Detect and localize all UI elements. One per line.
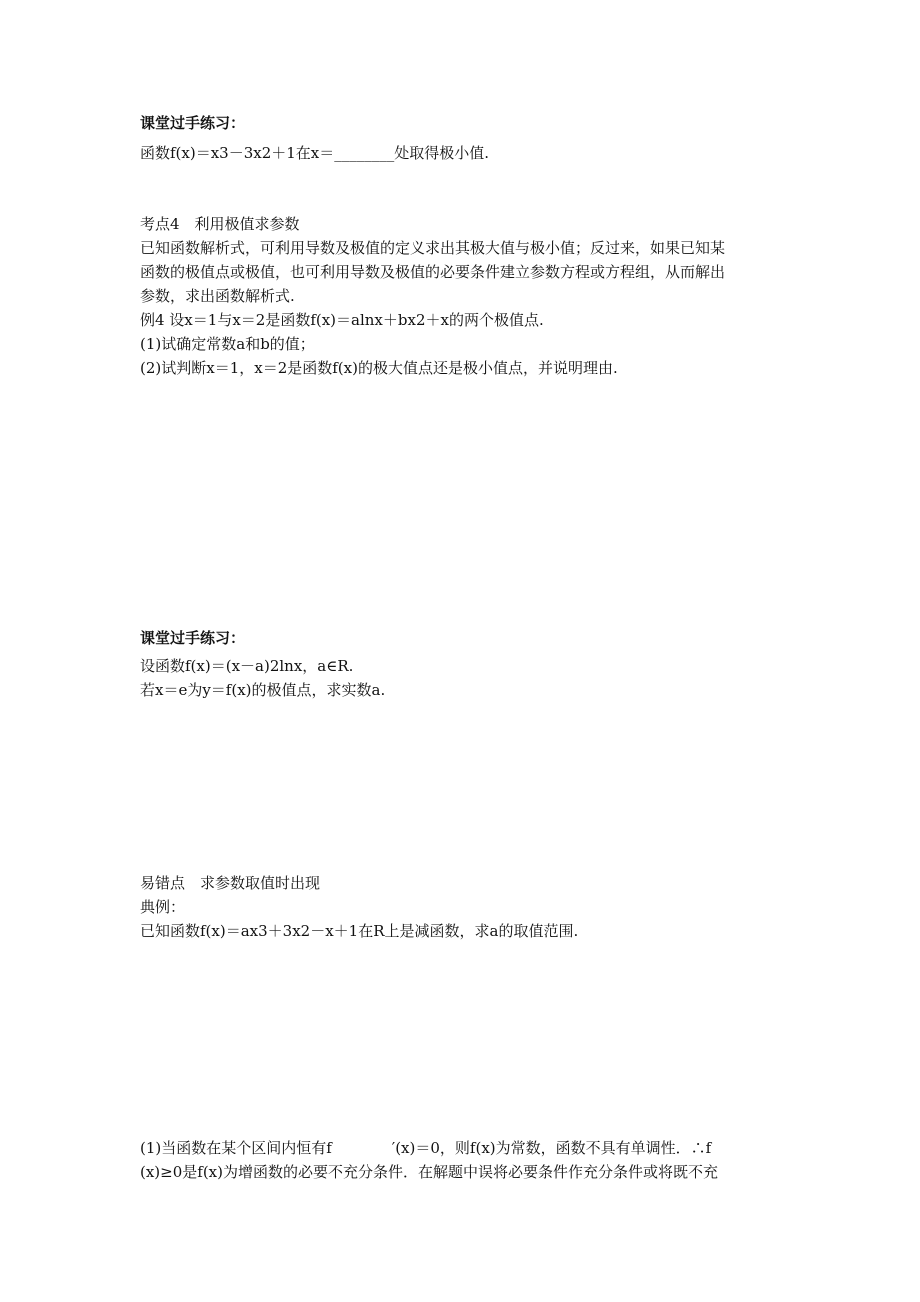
example4-statement: 例4 设x＝1与x＝2是函数f(x)＝alnx＋bx2＋x的两个极值点.	[140, 311, 544, 329]
notes-line-1: (1)当函数在某个区间内恒有f ′(x)＝0，则f(x)为常数，函数不具有单调性．∴f	[140, 1139, 712, 1157]
practice-heading-2: 课堂过手练习：	[140, 629, 246, 647]
example4-part1: (1)试确定常数a和b的值；	[140, 335, 315, 353]
topic4-body-line-3: 参数，求出函数解析式.	[140, 287, 295, 305]
practice-problem-2-line-1: 设函数f(x)＝(x－a)2lnx，a∈R.	[140, 657, 354, 675]
practice-heading-1: 课堂过手练习：	[140, 114, 246, 132]
topic4-body-line-2: 函数的极值点或极值，也可利用导数及极值的必要条件建立参数方程或方程组，从而解出	[140, 263, 726, 281]
topic4-body-line-1: 已知函数解析式，可利用导数及极值的定义求出其极大值与极小值；反过来，如果已知某	[140, 239, 726, 257]
practice-problem-2-line-2: 若x＝e为y＝f(x)的极值点，求实数a.	[140, 681, 386, 699]
pitfall-example-label: 典例：	[140, 898, 186, 916]
topic4-title: 考点4 利用极值求参数	[140, 215, 300, 233]
pitfall-title: 易错点 求参数取值时出现	[140, 874, 321, 892]
practice-problem-1: 函数f(x)＝x3－3x2＋1在x＝________处取得极小值.	[140, 144, 490, 162]
example4-part2: (2)试判断x＝1，x＝2是函数f(x)的极大值点还是极小值点，并说明理由.	[140, 359, 618, 377]
pitfall-problem: 已知函数f(x)＝ax3＋3x2－x＋1在R上是减函数，求a的取值范围.	[140, 922, 579, 940]
notes-line-2: (x)≥0是f(x)为增函数的必要不充分条件．在解题中误将必要条件作充分条件或将既不充	[140, 1163, 718, 1181]
